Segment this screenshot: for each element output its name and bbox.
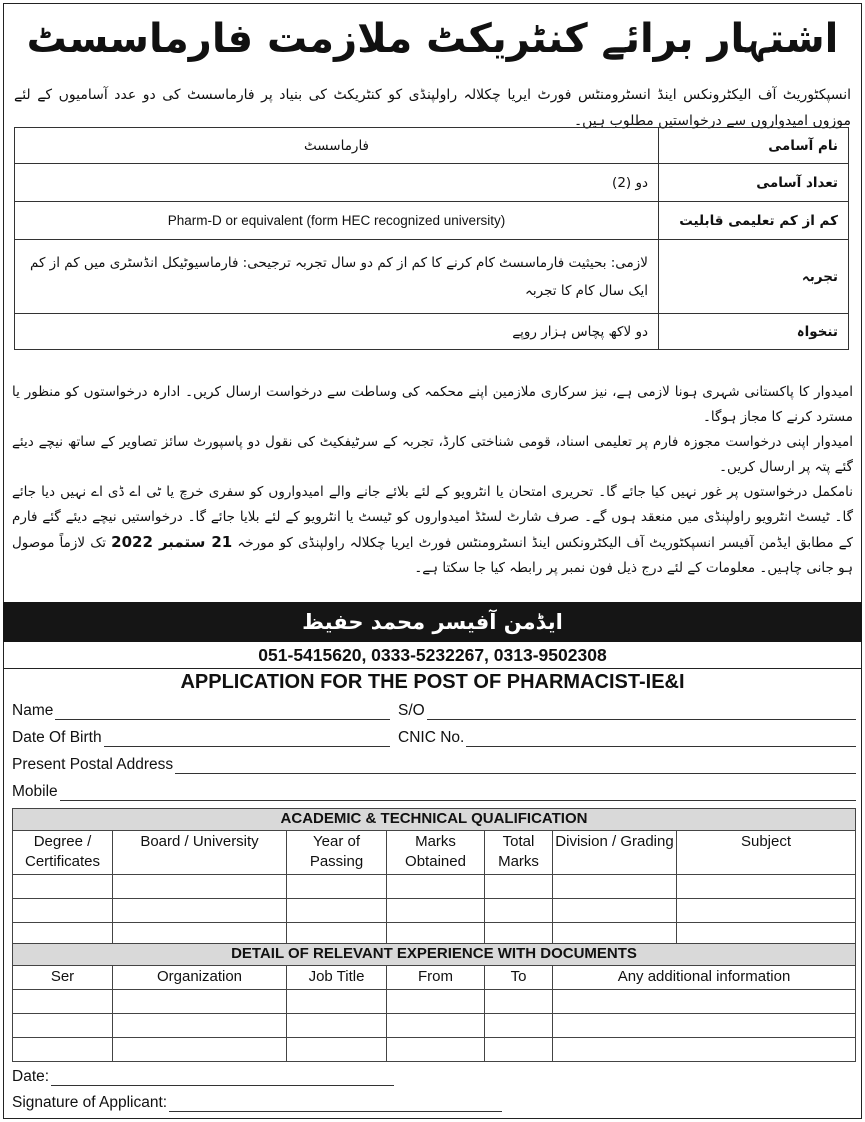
experience-table (12, 943, 856, 1062)
conditions-section (12, 380, 853, 581)
table-row[interactable] (13, 1038, 856, 1062)
academic-caption: ACADEMIC & TECHNICAL QUALIFICATION (13, 809, 856, 831)
phone-numbers: 051-5415620, 0333-5232267, 0313-9502308 (258, 645, 607, 665)
condition-paragraph (12, 480, 853, 581)
experience-header: Organization (113, 966, 287, 990)
date-label: Date: (12, 1068, 50, 1085)
date-line[interactable] (51, 1071, 394, 1086)
signature-field[interactable] (12, 1090, 502, 1112)
mobile-label: Mobile (12, 783, 58, 800)
mobile-line[interactable] (60, 786, 856, 801)
condition-paragraph: امیدوار اپنی درخواست مجوزہ فارم پر تعلیمی اسناد، قومی شناختی کارڈ، تجربہ کے سرٹیفکیٹ کی نقول دو پاسپورٹ سائز تصاویر کے ساتھ نیچے دیئے گئے پتہ پر ارسال کریں۔ (12, 434, 853, 475)
experience-header: To (485, 966, 553, 990)
dob-label: Date Of Birth (12, 729, 102, 746)
signature-label: Signature of Applicant: (12, 1094, 168, 1111)
experience-header: Job Title (287, 966, 387, 990)
academic-header: Year of Passing (287, 831, 387, 875)
academic-qualification-table (12, 808, 856, 947)
academic-header: Division / Grading (553, 831, 677, 875)
academic-header: Degree / Certificates (13, 831, 113, 875)
so-line[interactable] (427, 705, 856, 720)
application-title: APPLICATION FOR THE POST OF PHARMACIST-IE&I (180, 671, 685, 693)
table-row[interactable] (13, 875, 856, 899)
name-label: Name (12, 702, 54, 719)
signature-line[interactable] (169, 1097, 502, 1112)
dob-field[interactable] (12, 725, 390, 747)
experience-header: Any additional information (553, 966, 856, 990)
cnic-line[interactable] (466, 732, 856, 747)
post-details-table (14, 127, 849, 350)
mobile-field[interactable] (12, 779, 856, 801)
so-label: S/O (398, 702, 425, 719)
academic-header: Board / University (113, 831, 287, 875)
name-line[interactable] (55, 705, 390, 720)
academic-header: Subject (677, 831, 856, 875)
so-field[interactable] (398, 698, 856, 720)
salary-label: تنخواہ (659, 314, 849, 350)
condition-paragraph: امیدوار کا پاکستانی شہری ہونا لازمی ہے، نیز سرکاری ملازمین اپنے محکمہ کی وساطت سے درخواست ارسال کریں۔ ادارہ درخواستوں کو منظور یا مسترد کرنے کا مجاز ہوگا۔ (12, 384, 853, 425)
post-count-label: تعداد آسامی (659, 164, 849, 202)
address-line[interactable] (175, 759, 856, 774)
condition-text: نامکمل درخواستوں پر غور نہیں کیا جائے گا۔ تحریری امتحان یا انٹرویو کے لئے بلائے جانے والے امیدواروں کو سفری خرچ یا ٹی اے ڈی اے نہیں دیا جائے گا۔ ٹیسٹ انٹرویو راولپنڈی میں منعقد ہوں گے۔ صرف شارٹ لسٹڈ امیدواروں کو ٹیسٹ یا انٹرویو کے لئے بلایا جائے گا۔ درخواستیں نیچے دیئے گئے فارم کے مطابق ایڈمن آفیسر انسپکٹوریٹ آف الیکٹرونکس اینڈ انسٹرومنٹس فورٹ ایریا چکلالہ راولپنڈی کو مورخہ (12, 484, 853, 551)
urdu-title: اشتہار برائے کنٹریکٹ ملازمت فارماسسٹ (26, 16, 839, 62)
date-field[interactable] (12, 1064, 394, 1086)
post-count-value: دو (2) (15, 164, 659, 202)
contact-name-banner: ایڈمن آفیسر محمد حفیظ (3, 602, 862, 642)
table-row[interactable] (13, 990, 856, 1014)
academic-header: Marks Obtained (387, 831, 485, 875)
qualification-label: کم از کم تعلیمی قابلیت (659, 202, 849, 240)
address-label: Present Postal Address (12, 756, 174, 773)
salary-value: دو لاکھ پچاس ہزار روپے (15, 314, 659, 350)
experience-header: Ser (13, 966, 113, 990)
deadline-date: 21 ستمبر 2022 (111, 533, 233, 551)
experience-value: لازمی: بحیثیت فارماسسٹ کام کرنے کا کم از کم دو سال تجربہ ترجیحی: فارماسیوٹیکل انڈسٹری میں کم از کم ایک سال کام کا تجربہ (15, 240, 659, 314)
condition-text: تک لازماً موصول ہو جانی چاہیں۔ معلومات کے لئے درج ذیل فون نمبر پر رابطہ کیا جا سکتا ہے۔ (12, 535, 853, 576)
cnic-label: CNIC No. (398, 729, 465, 746)
post-name-label: نام آسامی (659, 128, 849, 164)
qualification-value: Pharm-D or equivalent (form HEC recognized university) (15, 202, 659, 240)
experience-caption: DETAIL OF RELEVANT EXPERIENCE WITH DOCUMENTS (13, 944, 856, 966)
dob-line[interactable] (104, 732, 390, 747)
name-field[interactable] (12, 698, 390, 720)
academic-header: Total Marks (485, 831, 553, 875)
table-row[interactable] (13, 1014, 856, 1038)
experience-header: From (387, 966, 485, 990)
cnic-field[interactable] (398, 725, 856, 747)
experience-label: تجربہ (659, 240, 849, 314)
post-name-value: فارماسسٹ (15, 128, 659, 164)
intro-paragraph: انسپکٹوریٹ آف الیکٹرونکس اینڈ انسٹرومنٹس فورٹ ایریا چکلالہ راولپنڈی کو کنٹریکٹ کی بنیاد پر فارماسسٹ کی دو عدد آسامیوں کے لئے موزوں امیدواروں سے درخواستیں مطلوب ہیں۔ (14, 87, 851, 129)
table-row[interactable] (13, 899, 856, 923)
address-field[interactable] (12, 752, 856, 774)
